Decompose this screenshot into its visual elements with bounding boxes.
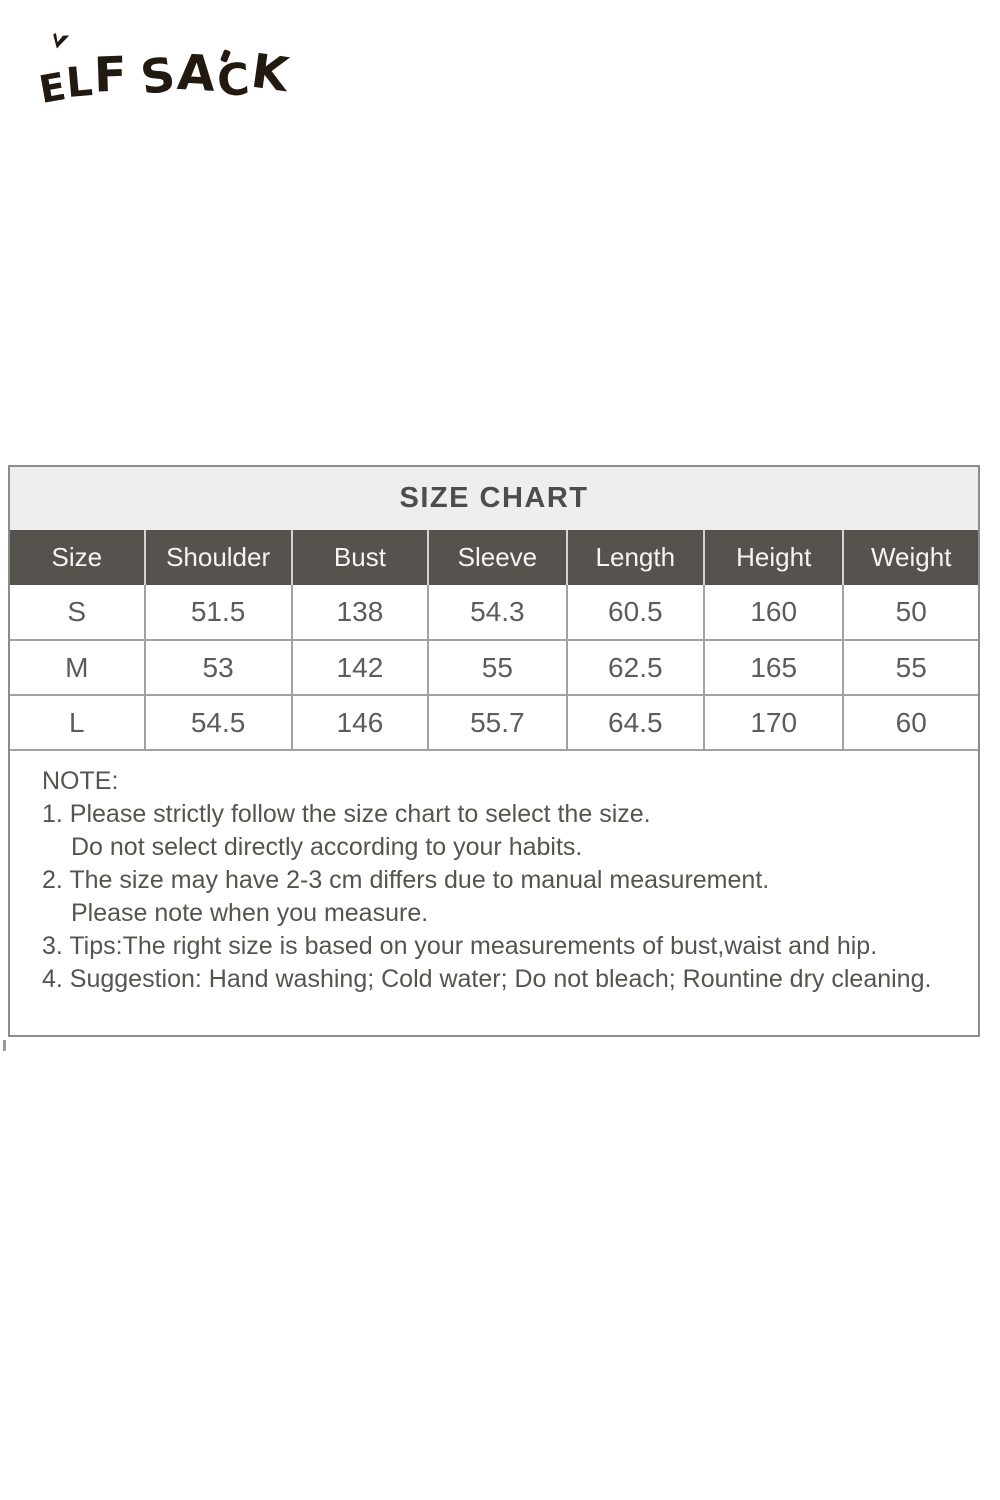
table-header-row: [10, 530, 978, 585]
logo-letter: C: [215, 53, 253, 108]
column-header: Height: [704, 530, 843, 585]
table-row: [10, 640, 978, 695]
table-cell: 55: [428, 640, 566, 695]
table-cell: L: [10, 695, 145, 750]
column-header: Shoulder: [145, 530, 292, 585]
logo-letter: S: [137, 46, 181, 107]
brand-logo: [35, 43, 294, 128]
logo-letter: F: [93, 46, 130, 104]
table-cell: M: [10, 640, 145, 695]
note-line: 1. Please strictly follow the size chart to select the size.: [42, 800, 651, 828]
table-cell: 62.5: [567, 640, 704, 695]
logo-letter: K: [247, 43, 294, 104]
table-cell: 170: [704, 695, 843, 750]
table-cell: 55: [843, 640, 978, 695]
note-line: Do not select directly according to your habits.: [71, 833, 583, 861]
table-cell: 64.5: [567, 695, 704, 750]
logo-letter: L: [64, 56, 97, 108]
note-section: [10, 751, 978, 996]
brand-logo-text: [35, 43, 294, 112]
table-cell: 160: [704, 585, 843, 640]
table-cell: S: [10, 585, 145, 640]
table-cell: 142: [292, 640, 428, 695]
scan-artifact-mark: [3, 1040, 6, 1051]
table-cell: 165: [704, 640, 843, 695]
size-chart-table: [10, 530, 978, 751]
note-heading: NOTE:: [42, 767, 119, 795]
note-line: Please note when you measure.: [71, 899, 429, 927]
column-header: Weight: [843, 530, 978, 585]
table-cell: 146: [292, 695, 428, 750]
column-header: Bust: [292, 530, 428, 585]
note-line: 3. Tips:The right size is based on your measurements of bust,waist and hip.: [42, 932, 878, 960]
column-header: Length: [567, 530, 704, 585]
table-cell: 54.3: [428, 585, 566, 640]
table-cell: 50: [843, 585, 978, 640]
note-line: 4. Suggestion: Hand washing; Cold water; Do not bleach; Rountine dry cleaning.: [42, 965, 932, 993]
size-chart-panel: [8, 465, 980, 1037]
note-line: 2. The size may have 2-3 cm differs due to manual measurement.: [42, 866, 770, 894]
logo-accent-tick-icon: [51, 33, 69, 51]
logo-letter: A: [175, 43, 219, 104]
column-header: Sleeve: [428, 530, 566, 585]
table-cell: 55.7: [428, 695, 566, 750]
table-cell: 60: [843, 695, 978, 750]
table-row: [10, 585, 978, 640]
table-cell: 60.5: [567, 585, 704, 640]
table-row: [10, 695, 978, 750]
table-cell: 138: [292, 585, 428, 640]
note-lines: [42, 798, 948, 996]
size-chart-title: SIZE CHART: [10, 467, 978, 530]
table-cell: 53: [145, 640, 292, 695]
table-cell: 51.5: [145, 585, 292, 640]
table-cell: 54.5: [145, 695, 292, 750]
column-header: Size: [10, 530, 145, 585]
logo-letter: E: [35, 63, 71, 112]
